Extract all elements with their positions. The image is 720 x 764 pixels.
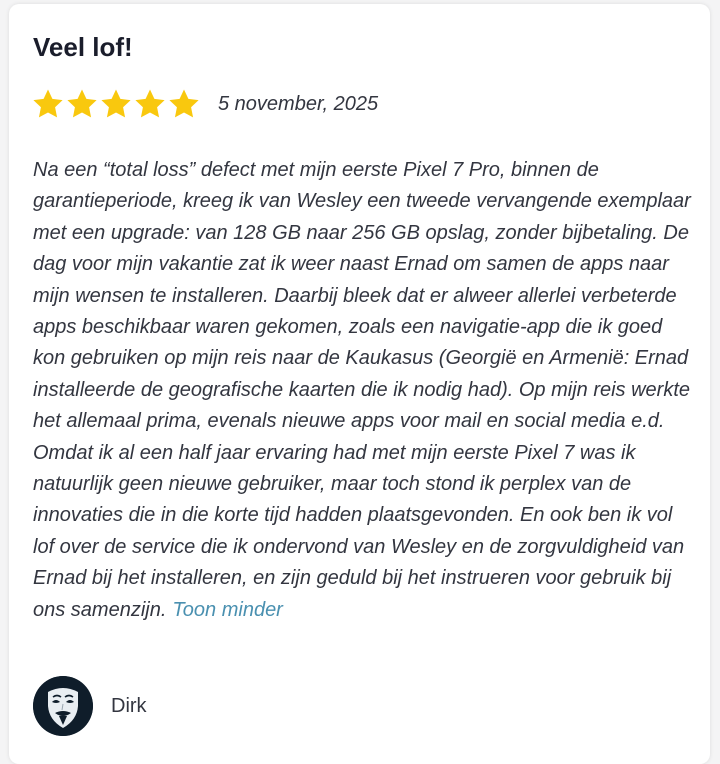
star-icon [167,87,201,121]
review-text: Na een “total loss” defect met mijn eerste Pixel 7 Pro, binnen de garantieperiode, kreeg ik van Wesley een tweede vervangende exemplaar met een upgrade: van 128 GB naar 256 GB opslag, zonder bijbetaling. De dag voor mijn vakantie zat ik weer naast Ernad om samen de apps naar mijn wensen te installeren. Daarbij bleek dat er alweer allerlei verbeterde apps beschikbaar waren gekomen, zoals een navigatie-app die ik goed kon gebruiken op mijn reis naar de Kaukasus (Georgië en Armenië: Ernad installeerde de geografische kaarten die ik nodig had). Op mijn reis werkte het allemaal prima, evenals nieuwe apps voor mail en social media e.d. Omdat ik al een half jaar ervaring had met mijn eerste Pixel 7 was ik natuurlijk geen nieuwe gebruiker, maar toch stond ik perplex van de innovaties die in die korte tijd hadden plaatsgevonden. En ook ben ik vol lof over de service die ik ondervond van Wesley en de zorgvuldigheid van Ernad bij het installeren, en zijn geduld bij het instrueren voor gebruik bij ons samenzijn. [33,159,691,621]
review-title: Veel lof! [33,32,133,62]
star-icon [65,87,99,121]
rating-row [31,86,378,122]
star-icon [99,87,133,121]
review-author [33,676,147,736]
star-icon [31,87,65,121]
show-less-link[interactable]: Toon minder [172,598,283,621]
star-icon [133,87,167,121]
avatar [33,676,93,736]
author-name: Dirk [111,694,147,717]
review-body [33,155,693,626]
star-rating [31,87,201,121]
review-date: 5 november, 2025 [218,92,379,115]
review-card [9,4,710,764]
